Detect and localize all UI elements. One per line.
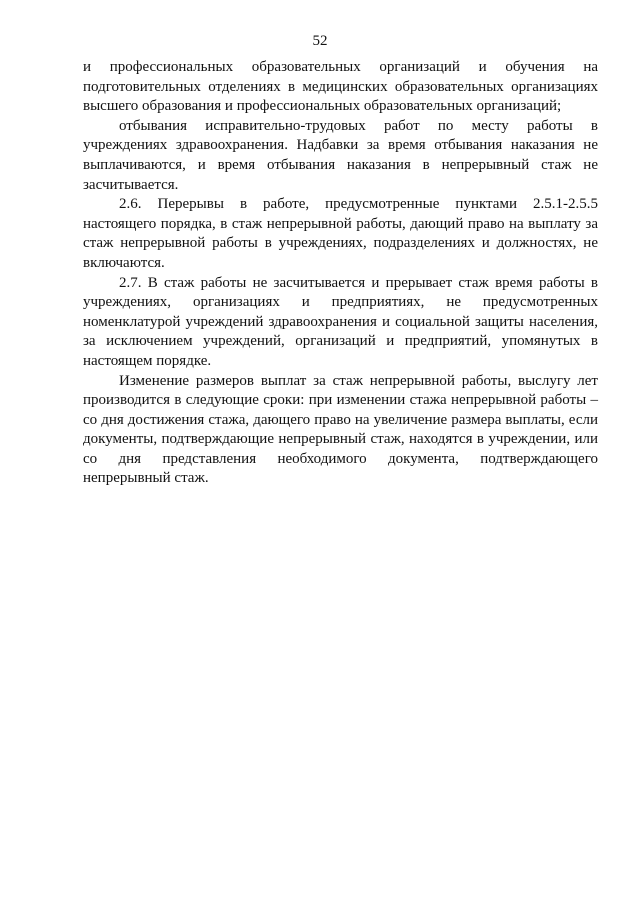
paragraph-correctional-labor: отбывания исправительно-трудовых работ по месту работы в учреждениях здравоохранения. Надбавки за время отбывания наказания не выплачиваются, и время отбывания наказания в непрерывный стаж не засчитывается. (83, 117, 598, 193)
document-body (83, 58, 598, 489)
paragraph-2-7-excluded-work: 2.7. В стаж работы не засчитывается и прерывает стаж время работы в учреждениях, организациях и предприятиях, не предусмотренных номенклатурой учреждений здравоохранения и социальной защиты населения, за исключением учреждений, организаций и предприятий, упомянутых в настоящем порядке. (83, 274, 598, 369)
paragraph-education-organizations: и профессиональных образовательных организаций и обучения на подготовительных отделениях в медицинских образовательных организациях высшего образования и профессиональных образовательных организаций; (83, 59, 598, 115)
page-number: 52 (312, 33, 328, 49)
paragraph-payment-changes: Изменение размеров выплат за стаж непрерывной работы, выслугу лет производится в следующие сроки: при изменении стажа непрерывной работы – со дня достижения стажа, дающего право на увеличение размера выплаты, если документы, подтверждающие непрерывный стаж, находятся в учреждении, или со дня представления необходимого документа, подтверждающего непрерывный стаж. (83, 372, 598, 487)
paragraph-2-6-work-breaks: 2.6. Перерывы в работе, предусмотренные пунктами 2.5.1-2.5.5 настоящего порядка, в стаж непрерывной работы, дающий право на выплату за стаж непрерывной работы в учреждениях, подразделениях и должностях, не включаются. (83, 196, 598, 271)
